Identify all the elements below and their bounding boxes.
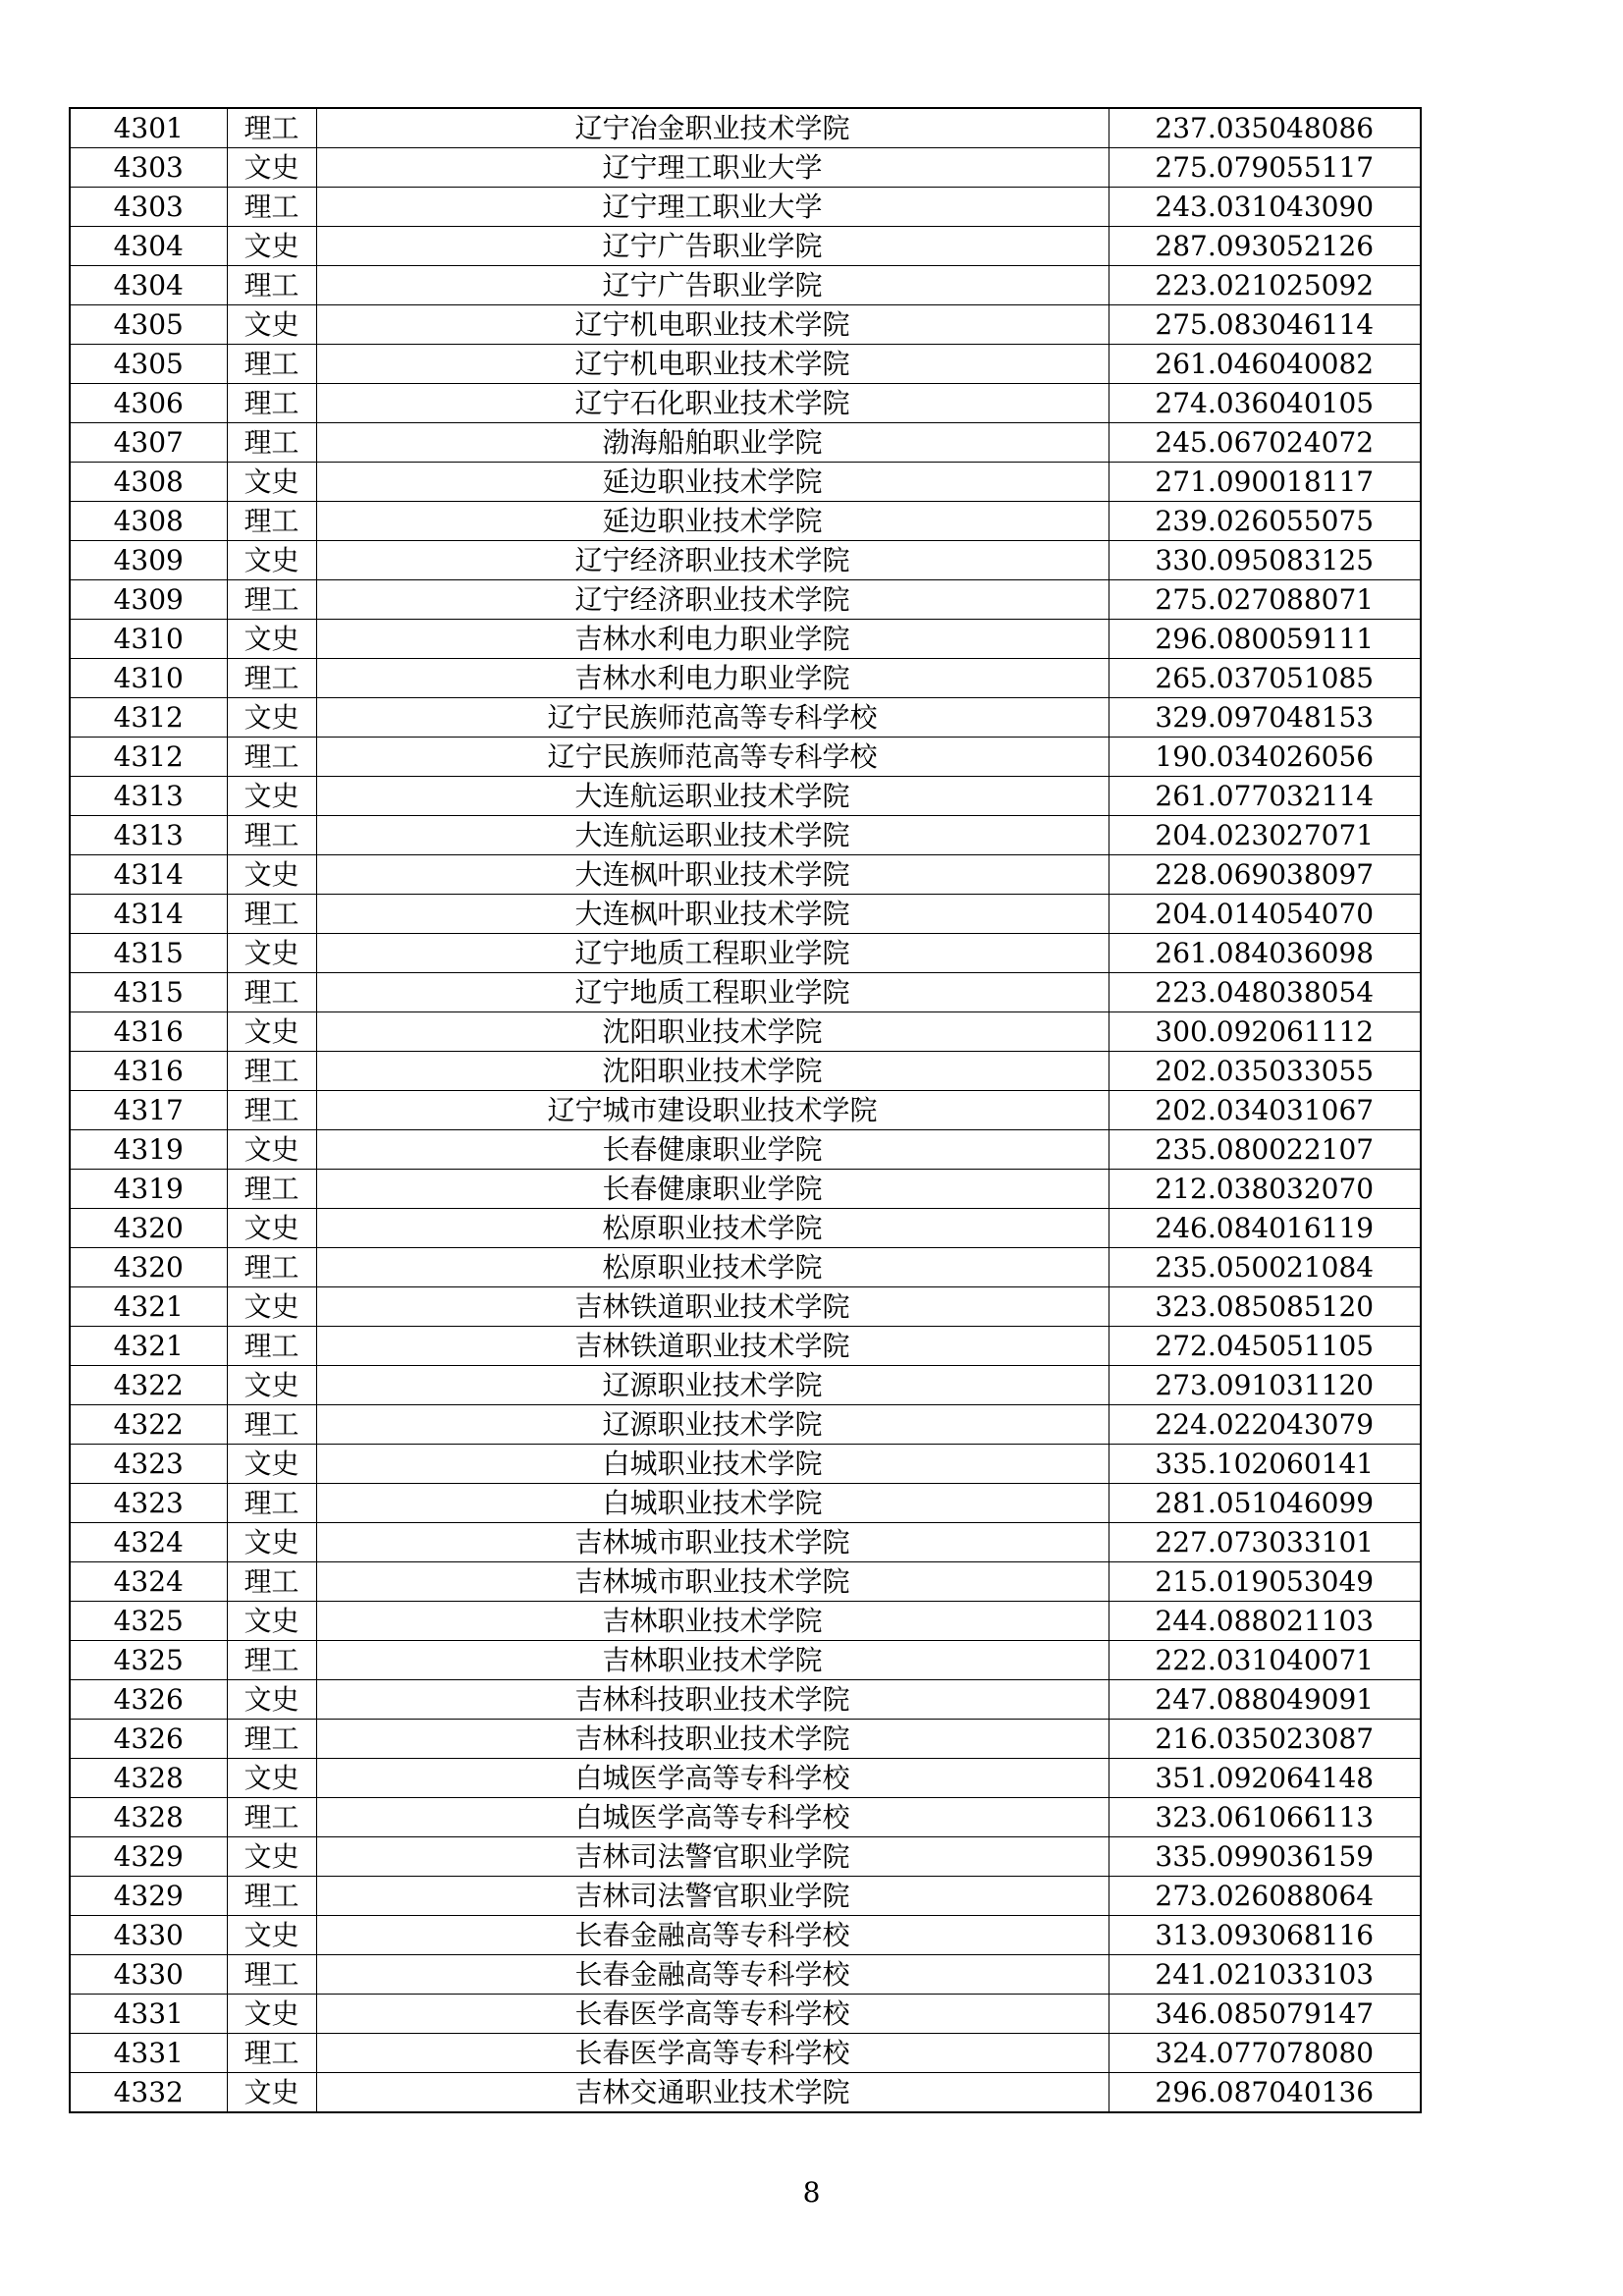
score-cell: 335.102060141 (1109, 1445, 1421, 1484)
school-name-cell: 长春健康职业学院 (316, 1170, 1109, 1209)
table-row (70, 855, 1421, 895)
table-row (70, 580, 1421, 620)
table-row (70, 1445, 1421, 1484)
school-code-cell: 4310 (70, 620, 227, 659)
score-cell: 224.022043079 (1109, 1405, 1421, 1445)
school-name-cell: 长春金融高等专科学校 (316, 1955, 1109, 1995)
school-code-cell: 4319 (70, 1130, 227, 1170)
school-code-cell: 4313 (70, 816, 227, 855)
category-cell: 文史 (227, 1287, 316, 1327)
category-cell: 文史 (227, 1445, 316, 1484)
category-cell: 理工 (227, 266, 316, 305)
score-cell: 329.097048153 (1109, 698, 1421, 738)
school-code-cell: 4322 (70, 1366, 227, 1405)
table-row (70, 777, 1421, 816)
school-name-cell: 吉林水利电力职业学院 (316, 620, 1109, 659)
school-code-cell: 4305 (70, 305, 227, 345)
school-code-cell: 4319 (70, 1170, 227, 1209)
category-cell: 理工 (227, 1720, 316, 1759)
school-code-cell: 4304 (70, 227, 227, 266)
category-cell: 文史 (227, 1209, 316, 1248)
school-name-cell: 吉林司法警官职业学院 (316, 1837, 1109, 1877)
score-cell: 275.027088071 (1109, 580, 1421, 620)
school-name-cell: 辽宁冶金职业技术学院 (316, 108, 1109, 148)
category-cell: 文史 (227, 227, 316, 266)
school-code-cell: 4328 (70, 1798, 227, 1837)
score-cell: 324.077078080 (1109, 2034, 1421, 2073)
table-row (70, 816, 1421, 855)
score-cell: 273.026088064 (1109, 1877, 1421, 1916)
score-cell: 346.085079147 (1109, 1995, 1421, 2034)
score-cell: 272.045051105 (1109, 1327, 1421, 1366)
category-cell: 理工 (227, 1052, 316, 1091)
school-name-cell: 辽宁机电职业技术学院 (316, 345, 1109, 384)
school-name-cell: 吉林水利电力职业学院 (316, 659, 1109, 698)
table-row (70, 1091, 1421, 1130)
school-code-cell: 4315 (70, 934, 227, 973)
school-code-cell: 4312 (70, 698, 227, 738)
school-code-cell: 4314 (70, 855, 227, 895)
table-row (70, 1012, 1421, 1052)
table-row (70, 934, 1421, 973)
score-cell: 239.026055075 (1109, 502, 1421, 541)
school-name-cell: 辽宁地质工程职业学院 (316, 973, 1109, 1012)
score-cell: 243.031043090 (1109, 188, 1421, 227)
school-name-cell: 吉林铁道职业技术学院 (316, 1327, 1109, 1366)
table-row (70, 188, 1421, 227)
table-row (70, 1641, 1421, 1680)
school-name-cell: 辽宁理工职业大学 (316, 188, 1109, 227)
school-code-cell: 4324 (70, 1523, 227, 1562)
school-code-cell: 4323 (70, 1445, 227, 1484)
category-cell: 理工 (227, 1877, 316, 1916)
table-row (70, 1052, 1421, 1091)
score-cell: 245.067024072 (1109, 423, 1421, 463)
category-cell: 理工 (227, 895, 316, 934)
school-name-cell: 辽宁理工职业大学 (316, 148, 1109, 188)
table-row (70, 463, 1421, 502)
score-cell: 247.088049091 (1109, 1680, 1421, 1720)
school-code-cell: 4313 (70, 777, 227, 816)
school-code-cell: 4309 (70, 580, 227, 620)
table-row (70, 1523, 1421, 1562)
score-cell: 323.061066113 (1109, 1798, 1421, 1837)
school-code-cell: 4331 (70, 1995, 227, 2034)
table-row (70, 502, 1421, 541)
school-name-cell: 辽宁民族师范高等专科学校 (316, 698, 1109, 738)
school-name-cell: 吉林城市职业技术学院 (316, 1562, 1109, 1602)
table-row (70, 1798, 1421, 1837)
table-row (70, 1248, 1421, 1287)
category-cell: 理工 (227, 423, 316, 463)
category-cell: 文史 (227, 1523, 316, 1562)
score-cell: 287.093052126 (1109, 227, 1421, 266)
school-code-cell: 4316 (70, 1012, 227, 1052)
school-code-cell: 4314 (70, 895, 227, 934)
school-code-cell: 4307 (70, 423, 227, 463)
school-name-cell: 辽宁经济职业技术学院 (316, 580, 1109, 620)
school-code-cell: 4332 (70, 2073, 227, 2113)
score-cell: 202.034031067 (1109, 1091, 1421, 1130)
school-name-cell: 辽宁民族师范高等专科学校 (316, 738, 1109, 777)
category-cell: 文史 (227, 1837, 316, 1877)
category-cell: 理工 (227, 1405, 316, 1445)
school-code-cell: 4330 (70, 1955, 227, 1995)
table-row (70, 1837, 1421, 1877)
table-row (70, 1170, 1421, 1209)
table-row (70, 266, 1421, 305)
school-name-cell: 辽宁城市建设职业技术学院 (316, 1091, 1109, 1130)
score-cell: 204.023027071 (1109, 816, 1421, 855)
category-cell: 理工 (227, 1248, 316, 1287)
school-code-cell: 4324 (70, 1562, 227, 1602)
school-code-cell: 4303 (70, 188, 227, 227)
school-code-cell: 4325 (70, 1602, 227, 1641)
category-cell: 文史 (227, 1916, 316, 1955)
category-cell: 理工 (227, 816, 316, 855)
table-row (70, 1562, 1421, 1602)
table-row (70, 2073, 1421, 2113)
category-cell: 理工 (227, 1091, 316, 1130)
score-cell: 351.092064148 (1109, 1759, 1421, 1798)
category-cell: 理工 (227, 345, 316, 384)
category-cell: 理工 (227, 108, 316, 148)
score-cell: 330.095083125 (1109, 541, 1421, 580)
table-row (70, 1405, 1421, 1445)
score-cell: 222.031040071 (1109, 1641, 1421, 1680)
school-code-cell: 4322 (70, 1405, 227, 1445)
category-cell: 文史 (227, 620, 316, 659)
category-cell: 理工 (227, 1798, 316, 1837)
school-code-cell: 4315 (70, 973, 227, 1012)
school-code-cell: 4329 (70, 1877, 227, 1916)
score-cell: 271.090018117 (1109, 463, 1421, 502)
school-code-cell: 4308 (70, 502, 227, 541)
score-cell: 237.035048086 (1109, 108, 1421, 148)
score-cell: 265.037051085 (1109, 659, 1421, 698)
score-cell: 275.079055117 (1109, 148, 1421, 188)
school-name-cell: 松原职业技术学院 (316, 1209, 1109, 1248)
table-row (70, 384, 1421, 423)
category-cell: 文史 (227, 1680, 316, 1720)
school-name-cell: 辽源职业技术学院 (316, 1366, 1109, 1405)
table-row (70, 541, 1421, 580)
school-name-cell: 沈阳职业技术学院 (316, 1052, 1109, 1091)
score-cell: 241.021033103 (1109, 1955, 1421, 1995)
school-name-cell: 辽源职业技术学院 (316, 1405, 1109, 1445)
school-code-cell: 4310 (70, 659, 227, 698)
table-row (70, 1484, 1421, 1523)
table-row (70, 973, 1421, 1012)
category-cell: 理工 (227, 188, 316, 227)
category-cell: 理工 (227, 1484, 316, 1523)
category-cell: 文史 (227, 855, 316, 895)
school-code-cell: 4326 (70, 1720, 227, 1759)
school-code-cell: 4323 (70, 1484, 227, 1523)
school-name-cell: 吉林司法警官职业学院 (316, 1877, 1109, 1916)
school-code-cell: 4317 (70, 1091, 227, 1130)
school-name-cell: 吉林铁道职业技术学院 (316, 1287, 1109, 1327)
table-row (70, 1680, 1421, 1720)
table-row (70, 738, 1421, 777)
table-row (70, 1995, 1421, 2034)
school-name-cell: 白城医学高等专科学校 (316, 1798, 1109, 1837)
school-code-cell: 4329 (70, 1837, 227, 1877)
school-name-cell: 吉林科技职业技术学院 (316, 1680, 1109, 1720)
score-cell: 235.050021084 (1109, 1248, 1421, 1287)
school-code-cell: 4306 (70, 384, 227, 423)
school-name-cell: 延边职业技术学院 (316, 502, 1109, 541)
category-cell: 理工 (227, 973, 316, 1012)
score-cell: 190.034026056 (1109, 738, 1421, 777)
category-cell: 文史 (227, 1012, 316, 1052)
score-cell: 274.036040105 (1109, 384, 1421, 423)
table-row (70, 227, 1421, 266)
school-code-cell: 4321 (70, 1327, 227, 1366)
school-name-cell: 大连航运职业技术学院 (316, 816, 1109, 855)
table-row (70, 345, 1421, 384)
category-cell: 文史 (227, 1130, 316, 1170)
score-cell: 202.035033055 (1109, 1052, 1421, 1091)
category-cell: 文史 (227, 1995, 316, 2034)
school-name-cell: 长春医学高等专科学校 (316, 1995, 1109, 2034)
score-cell: 313.093068116 (1109, 1916, 1421, 1955)
category-cell: 理工 (227, 738, 316, 777)
school-code-cell: 4304 (70, 266, 227, 305)
table-row (70, 1209, 1421, 1248)
school-name-cell: 松原职业技术学院 (316, 1248, 1109, 1287)
school-name-cell: 长春健康职业学院 (316, 1130, 1109, 1170)
category-cell: 理工 (227, 1955, 316, 1995)
table-row (70, 1916, 1421, 1955)
table-row (70, 895, 1421, 934)
score-cell: 296.087040136 (1109, 2073, 1421, 2113)
score-cell: 335.099036159 (1109, 1837, 1421, 1877)
score-cell: 216.035023087 (1109, 1720, 1421, 1759)
table-row (70, 1366, 1421, 1405)
category-cell: 文史 (227, 2073, 316, 2113)
table-row (70, 1130, 1421, 1170)
table-row (70, 1287, 1421, 1327)
school-code-cell: 4308 (70, 463, 227, 502)
category-cell: 文史 (227, 541, 316, 580)
school-name-cell: 辽宁机电职业技术学院 (316, 305, 1109, 345)
school-code-cell: 4321 (70, 1287, 227, 1327)
school-code-cell: 4312 (70, 738, 227, 777)
category-cell: 理工 (227, 1327, 316, 1366)
category-cell: 文史 (227, 148, 316, 188)
school-code-cell: 4330 (70, 1916, 227, 1955)
table-row (70, 659, 1421, 698)
score-cell: 228.069038097 (1109, 855, 1421, 895)
table-row (70, 1955, 1421, 1995)
school-code-cell: 4331 (70, 2034, 227, 2073)
school-name-cell: 沈阳职业技术学院 (316, 1012, 1109, 1052)
score-cell: 227.073033101 (1109, 1523, 1421, 1562)
school-name-cell: 吉林交通职业技术学院 (316, 2073, 1109, 2113)
category-cell: 文史 (227, 934, 316, 973)
school-name-cell: 辽宁广告职业学院 (316, 266, 1109, 305)
school-name-cell: 大连航运职业技术学院 (316, 777, 1109, 816)
category-cell: 理工 (227, 1170, 316, 1209)
category-cell: 理工 (227, 1641, 316, 1680)
school-name-cell: 长春医学高等专科学校 (316, 2034, 1109, 2073)
school-name-cell: 辽宁广告职业学院 (316, 227, 1109, 266)
school-name-cell: 辽宁经济职业技术学院 (316, 541, 1109, 580)
table-row (70, 1877, 1421, 1916)
table-row (70, 1720, 1421, 1759)
school-name-cell: 延边职业技术学院 (316, 463, 1109, 502)
score-cell: 223.021025092 (1109, 266, 1421, 305)
school-name-cell: 白城职业技术学院 (316, 1445, 1109, 1484)
school-code-cell: 4309 (70, 541, 227, 580)
school-code-cell: 4301 (70, 108, 227, 148)
score-cell: 246.084016119 (1109, 1209, 1421, 1248)
category-cell: 理工 (227, 384, 316, 423)
table-row (70, 1327, 1421, 1366)
score-cell: 204.014054070 (1109, 895, 1421, 934)
table-row (70, 2034, 1421, 2073)
score-cell: 275.083046114 (1109, 305, 1421, 345)
category-cell: 理工 (227, 2034, 316, 2073)
category-cell: 理工 (227, 659, 316, 698)
page-number: 8 (802, 2176, 821, 2209)
score-cell: 244.088021103 (1109, 1602, 1421, 1641)
category-cell: 文史 (227, 1602, 316, 1641)
school-code-cell: 4303 (70, 148, 227, 188)
school-code-cell: 4326 (70, 1680, 227, 1720)
table-row (70, 620, 1421, 659)
school-name-cell: 长春金融高等专科学校 (316, 1916, 1109, 1955)
school-name-cell: 白城职业技术学院 (316, 1484, 1109, 1523)
table-row (70, 1602, 1421, 1641)
category-cell: 理工 (227, 580, 316, 620)
table-body (70, 108, 1421, 2112)
school-name-cell: 大连枫叶职业技术学院 (316, 855, 1109, 895)
school-name-cell: 吉林职业技术学院 (316, 1602, 1109, 1641)
school-name-cell: 白城医学高等专科学校 (316, 1759, 1109, 1798)
table-row (70, 1759, 1421, 1798)
school-name-cell: 吉林城市职业技术学院 (316, 1523, 1109, 1562)
category-cell: 理工 (227, 502, 316, 541)
table-row (70, 698, 1421, 738)
school-code-cell: 4316 (70, 1052, 227, 1091)
score-cell: 273.091031120 (1109, 1366, 1421, 1405)
score-cell: 261.046040082 (1109, 345, 1421, 384)
category-cell: 文史 (227, 463, 316, 502)
school-name-cell: 吉林科技职业技术学院 (316, 1720, 1109, 1759)
table-row (70, 305, 1421, 345)
category-cell: 文史 (227, 698, 316, 738)
score-cell: 261.084036098 (1109, 934, 1421, 973)
score-cell: 235.080022107 (1109, 1130, 1421, 1170)
score-cell: 323.085085120 (1109, 1287, 1421, 1327)
school-name-cell: 吉林职业技术学院 (316, 1641, 1109, 1680)
admission-score-table (69, 107, 1422, 2113)
score-cell: 215.019053049 (1109, 1562, 1421, 1602)
score-cell: 223.048038054 (1109, 973, 1421, 1012)
category-cell: 文史 (227, 305, 316, 345)
category-cell: 文史 (227, 777, 316, 816)
school-code-cell: 4325 (70, 1641, 227, 1680)
score-cell: 296.080059111 (1109, 620, 1421, 659)
school-code-cell: 4320 (70, 1209, 227, 1248)
school-code-cell: 4328 (70, 1759, 227, 1798)
category-cell: 理工 (227, 1562, 316, 1602)
category-cell: 文史 (227, 1759, 316, 1798)
school-name-cell: 辽宁石化职业技术学院 (316, 384, 1109, 423)
school-name-cell: 渤海船舶职业学院 (316, 423, 1109, 463)
score-cell: 212.038032070 (1109, 1170, 1421, 1209)
school-code-cell: 4320 (70, 1248, 227, 1287)
category-cell: 文史 (227, 1366, 316, 1405)
table-row (70, 423, 1421, 463)
table-row (70, 148, 1421, 188)
score-cell: 281.051046099 (1109, 1484, 1421, 1523)
school-name-cell: 辽宁地质工程职业学院 (316, 934, 1109, 973)
school-code-cell: 4305 (70, 345, 227, 384)
school-name-cell: 大连枫叶职业技术学院 (316, 895, 1109, 934)
score-cell: 300.092061112 (1109, 1012, 1421, 1052)
table-row (70, 108, 1421, 148)
score-cell: 261.077032114 (1109, 777, 1421, 816)
